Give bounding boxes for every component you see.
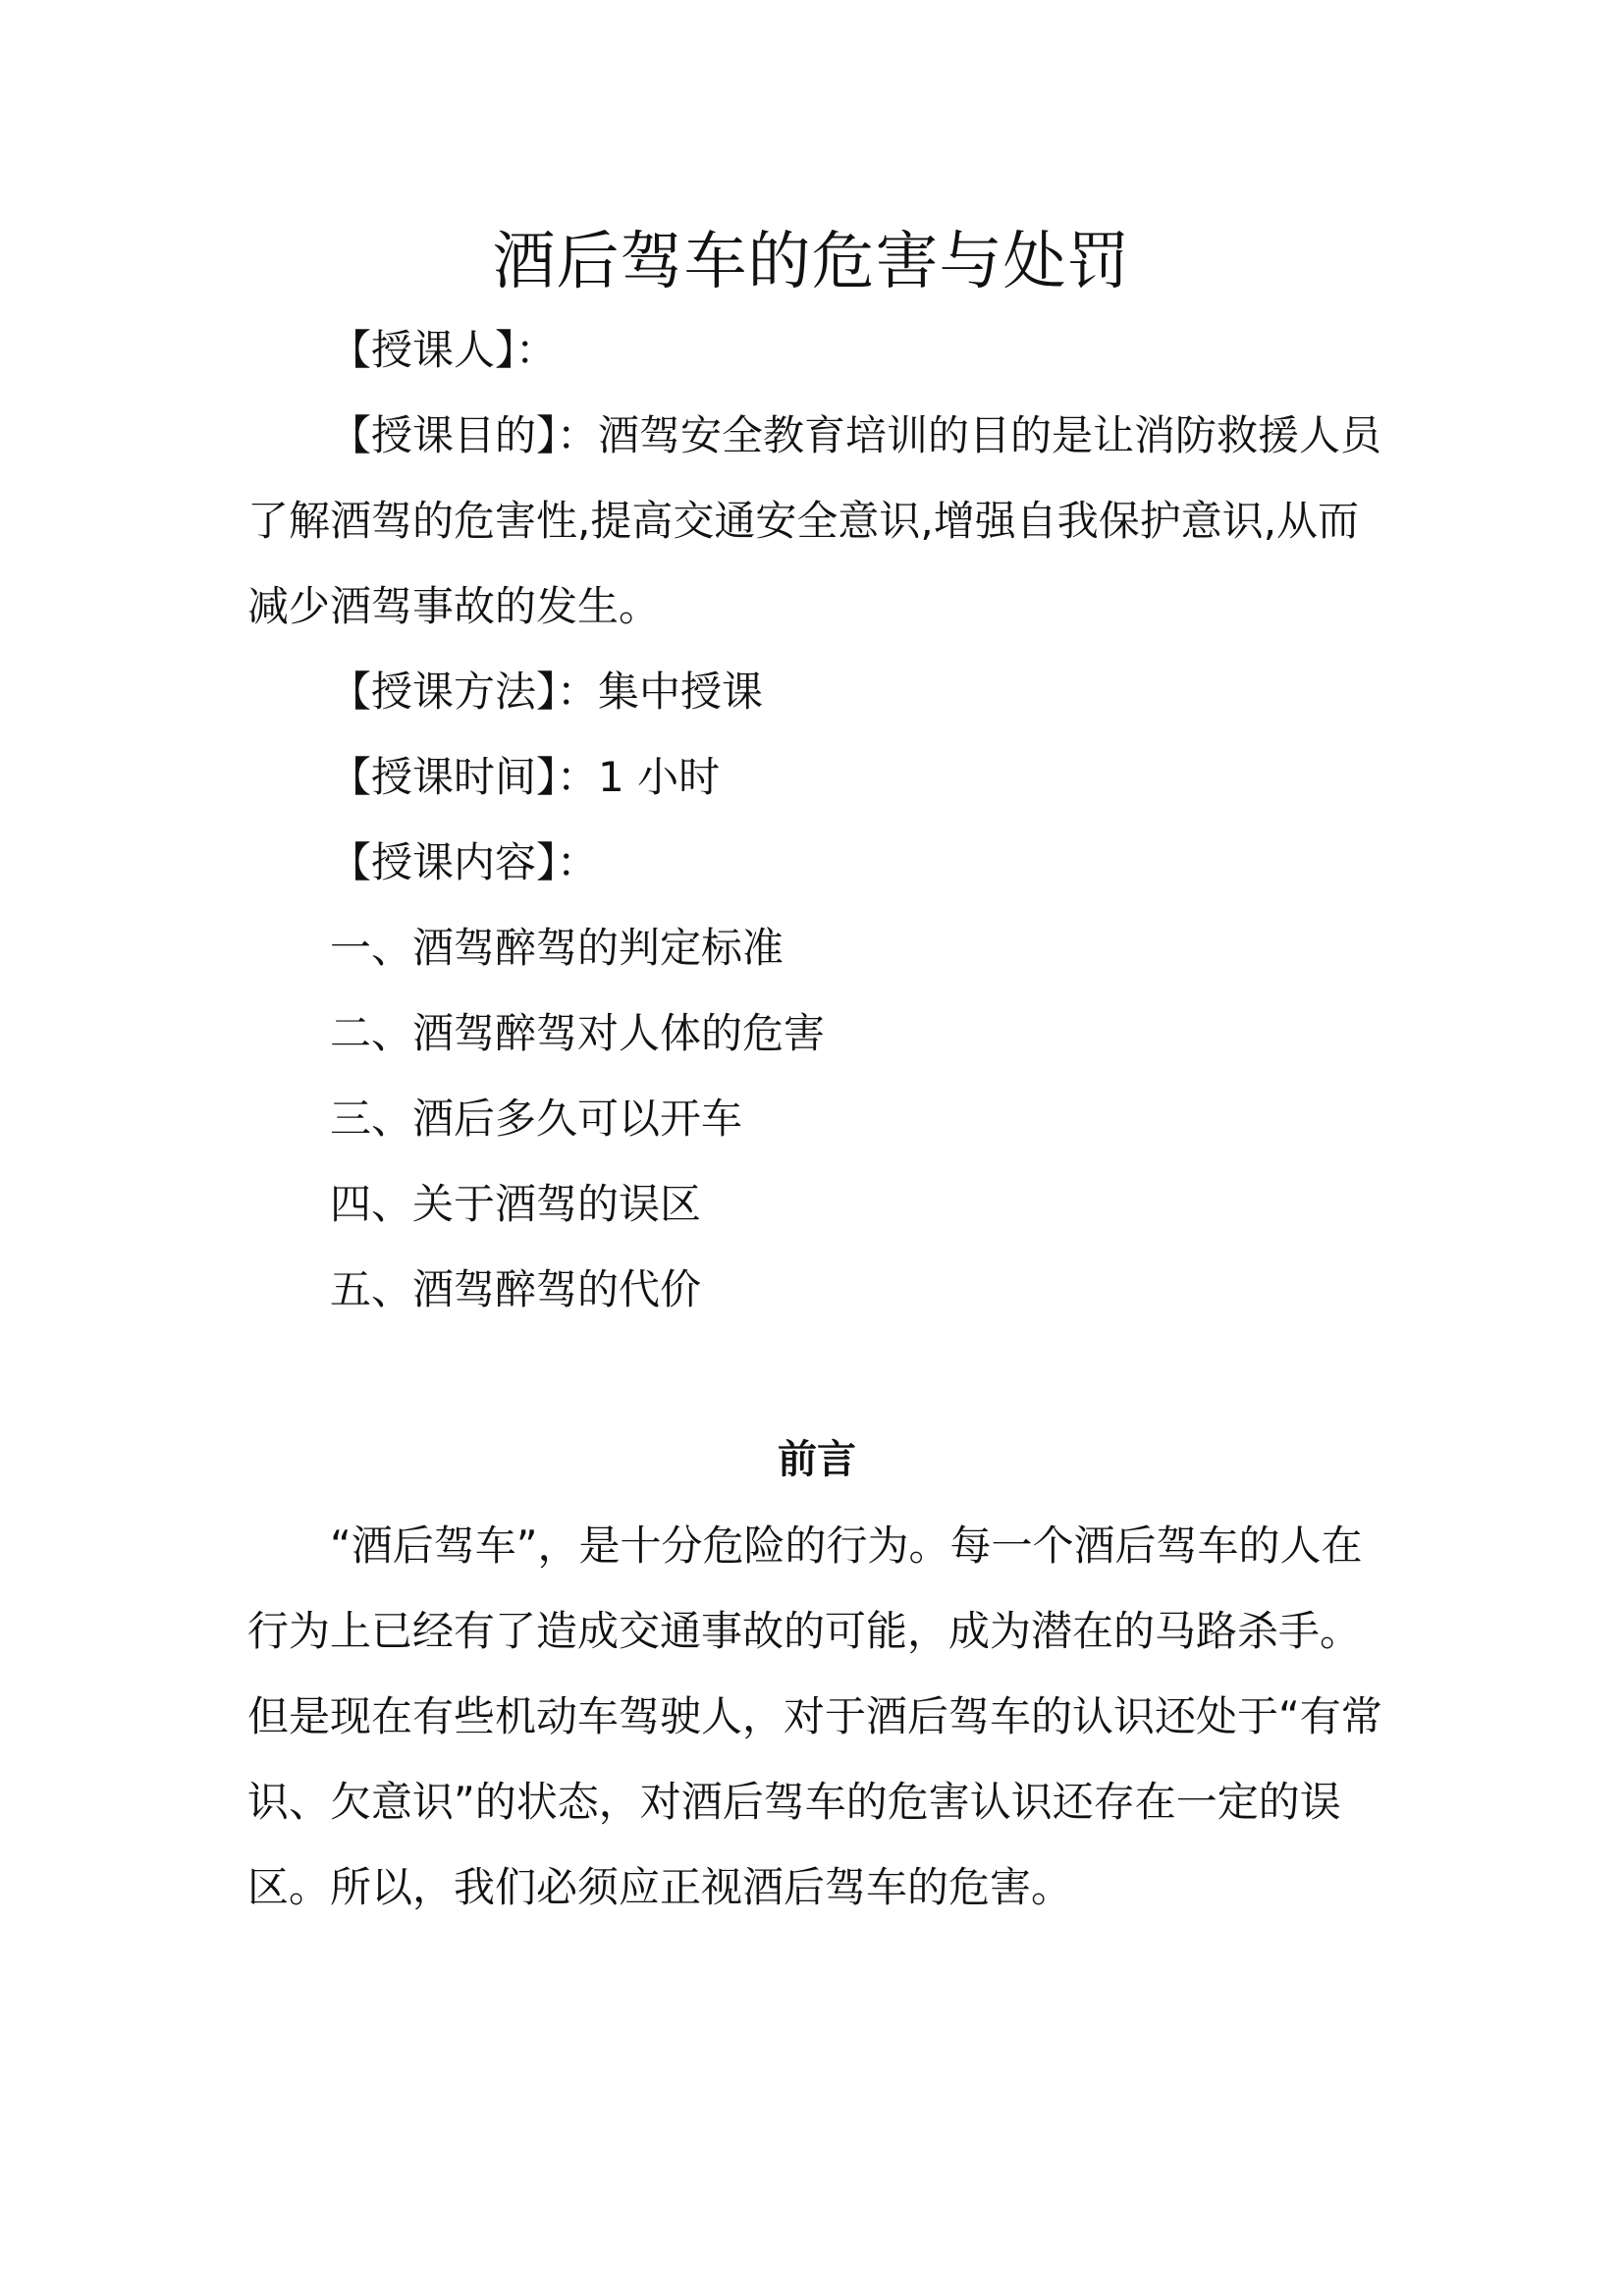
outline-item: 二、酒驾醉驾对人体的危害 [330,1009,826,1057]
outline-item: 一、酒驾醉驾的判定标准 [330,924,784,972]
outline-item: 五、酒驾醉驾的代价 [330,1265,702,1313]
section-spacer [247,1332,1386,1417]
time-line: 【授课时间】：1 小时 [330,753,721,801]
preface-heading: 前言 [778,1437,856,1482]
preface-paragraph: “酒后驾车”，是十分危险的行为。每一个酒后驾车的人在行为上已经有了造成交通事故的可能，成为潜在的马路杀手。但是现在有些机动车驾驶人，对于酒后驾车的认识还处于“有常识、欠意识”的状态，对酒后驾车的危害认识还存在一定的误区。所以，我们必须应正视酒后驾车的危害。 [247,1522,1382,1911]
outline-item: 三、酒后多久可以开车 [330,1095,743,1143]
lecturer-line: 【授课人】： [330,326,558,374]
document-title: 酒后驾车的危害与处罚 [492,226,1131,298]
purpose-paragraph: 【授课目的】：酒驾安全教育培训的目的是让消防救援人员了解酒驾的危害性,提高交通安全意识,增强自我保护意识,从而减少酒驾事故的发生。 [247,411,1382,630]
method-line: 【授课方法】：集中授课 [330,667,764,716]
content-label: 【授课内容】： [330,838,599,886]
document-body [247,307,1386,1930]
outline-item: 四、关于酒驾的误区 [330,1180,702,1228]
